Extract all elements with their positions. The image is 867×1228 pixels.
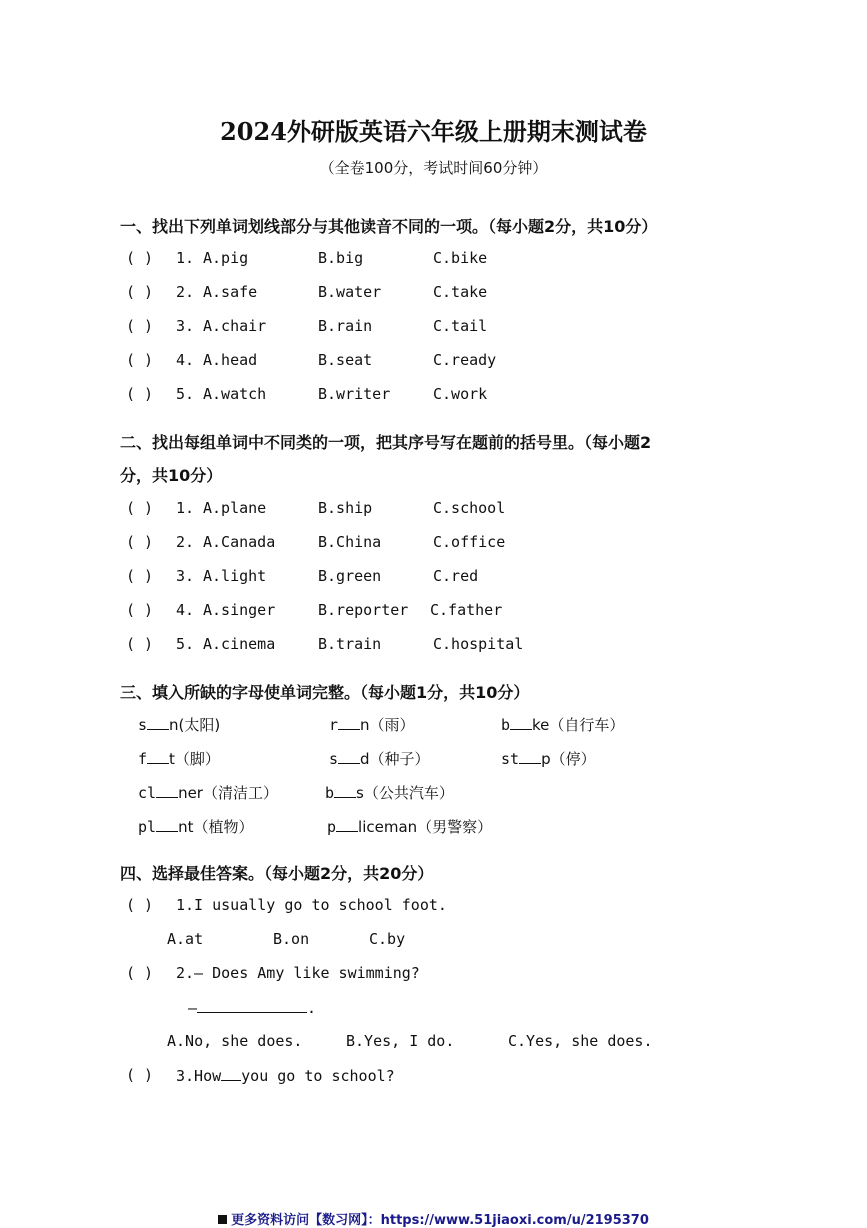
fill-word: s n(太阳) (138, 716, 221, 734)
question-1-stem: 1.I usually go to school foot. (176, 896, 447, 914)
option-a: A.No, she does. (167, 1032, 303, 1050)
option-c: C.by (369, 930, 406, 948)
answer-paren: ( ) (126, 499, 154, 517)
option-b: B.Yes, I do. (346, 1032, 455, 1050)
option-b: B.seat (318, 351, 373, 369)
section-2-heading-cont: 分，共10分） (120, 466, 223, 485)
answer-paren: ( ) (126, 385, 154, 403)
item-number: 5. (176, 385, 195, 403)
option-c: C.father (430, 601, 503, 619)
option-b: B.big (318, 249, 364, 267)
blank-line[interactable] (336, 817, 358, 832)
option-a: A.plane (203, 499, 267, 517)
fill-word: p liceman（男警察） (327, 818, 493, 836)
blank-line[interactable] (197, 998, 307, 1013)
option-a: A.chair (203, 317, 267, 335)
question-3-stem: 3.How you go to school? (176, 1067, 395, 1085)
fill-word: b ke（自行车） (501, 716, 625, 734)
item-number: 2. (176, 533, 195, 551)
option-c: C.ready (433, 351, 497, 369)
item-number: 1. (176, 499, 195, 517)
answer-paren: ( ) (126, 317, 154, 335)
page-subtitle: （全卷100分，考试时间60分钟） (319, 159, 548, 177)
answer-paren: ( ) (126, 283, 154, 301)
option-b: B.on (273, 930, 310, 948)
option-b: B.China (318, 533, 382, 551)
option-c: C.hospital (433, 635, 524, 653)
answer-line: — . (188, 999, 317, 1017)
answer-paren: ( ) (126, 635, 154, 653)
option-b: B.train (318, 635, 382, 653)
answer-paren: ( ) (126, 601, 154, 619)
option-a: A.Canada (203, 533, 276, 551)
option-c: C.take (433, 283, 488, 301)
item-number: 3. (176, 317, 195, 335)
section-3-heading: 三、填入所缺的字母使单词完整。（每小题1分，共10分） (120, 683, 530, 702)
fill-word: s d（种子） (329, 750, 430, 768)
fill-word: b s（公共汽车） (325, 784, 454, 802)
page-title: 2024外研版英语六年级上册期末测试卷 (220, 117, 647, 146)
item-number: 2. (176, 283, 195, 301)
item-number: 4. (176, 351, 195, 369)
fill-word: st p（停） (501, 750, 596, 768)
fill-word: pl nt（植物） (138, 818, 254, 836)
answer-paren: ( ) (126, 964, 154, 982)
option-a: A.singer (203, 601, 276, 619)
section-2-heading: 二、找出每组单词中不同类的一项，把其序号写在题前的括号里。（每小题2 (120, 433, 652, 452)
blank-line[interactable] (338, 715, 360, 730)
option-a: A.pig (203, 249, 249, 267)
blank-line[interactable] (510, 715, 532, 730)
item-number: 1. (176, 249, 195, 267)
blank-line[interactable] (156, 783, 178, 798)
option-a: A.cinema (203, 635, 276, 653)
answer-paren: ( ) (126, 533, 154, 551)
option-a: A.safe (203, 283, 258, 301)
blank-line[interactable] (147, 749, 169, 764)
option-c: C.school (433, 499, 506, 517)
answer-paren: ( ) (126, 351, 154, 369)
option-a: A.light (203, 567, 267, 585)
option-c: C.tail (433, 317, 488, 335)
fill-word: f t（脚） (138, 750, 220, 768)
option-b: B.water (318, 283, 382, 301)
option-c: C.office (433, 533, 506, 551)
question-2-stem: 2.— Does Amy like swimming? (176, 964, 420, 982)
option-c: C.Yes, she does. (508, 1032, 653, 1050)
section-4-heading: 四、选择最佳答案。（每小题2分，共20分） (120, 864, 434, 883)
blank-line[interactable] (338, 749, 360, 764)
fill-word: cl ner（清洁工） (138, 784, 278, 802)
option-c: C.red (433, 567, 479, 585)
option-b: B.writer (318, 385, 391, 403)
section-1-heading: 一、找出下列单词划线部分与其他读音不同的一项。（每小题2分，共10分） (120, 217, 658, 236)
option-b: B.rain (318, 317, 373, 335)
item-number: 5. (176, 635, 195, 653)
blank-line[interactable] (334, 783, 356, 798)
answer-paren: ( ) (126, 249, 154, 267)
option-a: A.at (167, 930, 204, 948)
item-number: 4. (176, 601, 195, 619)
blank-line[interactable] (147, 715, 169, 730)
option-a: A.head (203, 351, 258, 369)
option-c: C.bike (433, 249, 488, 267)
option-b: B.ship (318, 499, 373, 517)
answer-paren: ( ) (126, 1066, 154, 1084)
blank-line[interactable] (156, 817, 178, 832)
answer-paren: ( ) (126, 567, 154, 585)
option-a: A.watch (203, 385, 267, 403)
option-b: B.green (318, 567, 382, 585)
item-number: 3. (176, 567, 195, 585)
answer-paren: ( ) (126, 896, 154, 914)
fill-word: r n（雨） (329, 716, 415, 734)
blank-line[interactable] (221, 1066, 241, 1081)
option-c: C.work (433, 385, 488, 403)
flag-icon (218, 1215, 227, 1224)
footer-link[interactable]: 更多资料访问【数习网】：https://www.51jiaoxi.com/u/2195370 (0, 1209, 867, 1228)
option-b: B.reporter (318, 601, 409, 619)
blank-line[interactable] (519, 749, 541, 764)
